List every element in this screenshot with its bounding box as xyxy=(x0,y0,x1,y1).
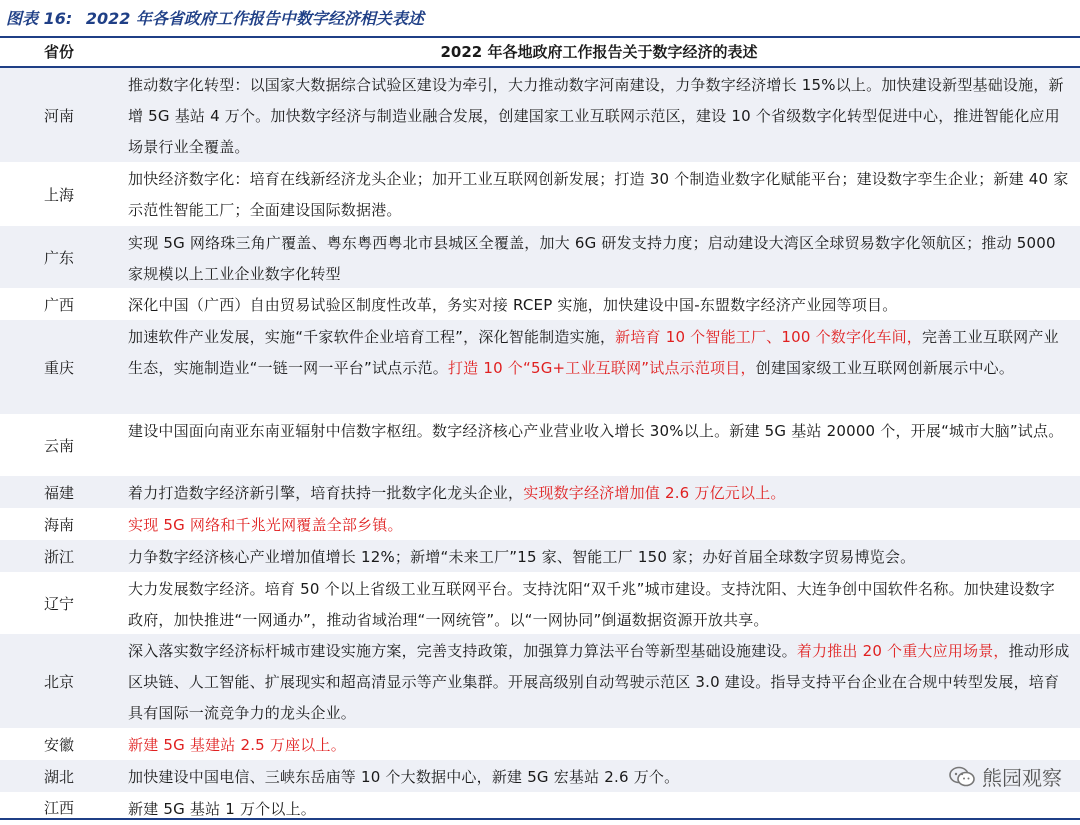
description-text: 加快经济数字化：培育在线新经济龙头企业；加开工业互联网创新发展；打造 30 个制造业数字化赋能平台；建设数字孪生企业；新建 40 家示范性智能工厂；全面建设国际数据港。 xyxy=(128,170,1069,219)
header-description: 2022 年各地政府工作报告关于数字经济的表述 xyxy=(440,43,758,61)
description-text: 深化中国（广西）自由贸易试验区制度性改革，务实对接 RCEP 实施，加快建设中国-东盟数字经济产业园等项目。 xyxy=(128,296,898,314)
table-bottom-rule xyxy=(0,818,1080,820)
description-cell xyxy=(118,320,1080,414)
watermark xyxy=(948,762,1062,791)
province-cell: 辽宁 xyxy=(43,594,74,613)
table-body xyxy=(0,68,1080,822)
table-row xyxy=(0,162,1080,226)
wechat-icon xyxy=(948,765,976,789)
table-row xyxy=(0,288,1080,320)
table-row xyxy=(0,414,1080,476)
province-cell: 广西 xyxy=(43,295,74,314)
figure-title xyxy=(6,6,424,32)
table-row xyxy=(0,728,1080,760)
description-text: 推动形成区块链、人工智能、扩展现实和超高清显示等产业集群。开展高级别自动驾驶示范区 3.0 建设。指导支持平台企业在合规中转型发展，培育具有国际一流竞争力的龙头企业。 xyxy=(128,642,1070,722)
table-row xyxy=(0,476,1080,508)
table-row xyxy=(0,508,1080,540)
description-text: 力争数字经济核心产业增加值增长 12%；新增“未来工厂”15 家、智能工厂 150 家；办好首届全球数字贸易博览会。 xyxy=(128,548,916,566)
header-province: 省份 xyxy=(43,43,74,61)
description-cell xyxy=(118,634,1080,728)
table-row xyxy=(0,572,1080,634)
province-cell: 海南 xyxy=(43,515,74,534)
description-cell xyxy=(118,760,1080,792)
description-cell xyxy=(118,226,1080,288)
province-cell: 湖北 xyxy=(43,767,74,786)
table-row xyxy=(0,226,1080,288)
description-text: 完善工业互联网产业生态，实施制造业“一链一网一平台”试点示范。 xyxy=(128,328,1059,377)
description-cell xyxy=(118,288,1080,320)
description-cell xyxy=(118,508,1080,540)
province-cell: 江西 xyxy=(43,798,74,817)
description-text: 大力发展数字经济。培育 50 个以上省级工业互联网平台。支持沈阳“双千兆”城市建设。支持沈阳、大连争创中国软件名称。加快建设数字政府，加快推进“一网通办”，推动省域治理“一网统管”。以“一网协同”倒逼数据资源开放共享。 xyxy=(128,580,1055,629)
description-text: 推动数字化转型：以国家大数据综合试验区建设为牵引，大力推动数字河南建设，力争数字经济增长 15%以上。加快建设新型基础设施，新增 5G 基站 4 万个。加快数字经济与制造业融合发展，创建国家工业互联网示范区，建设 10 个省级数字化转型促进中心，推进智能化应用场景行业全覆盖。 xyxy=(128,76,1064,156)
province-cell: 浙江 xyxy=(43,547,74,566)
highlighted-text: 新培育 10 个智能工厂、100 个数字化车间， xyxy=(615,328,922,346)
table-row xyxy=(0,760,1080,792)
highlighted-text: 实现 5G 网络和千兆光网覆盖全部乡镇。 xyxy=(128,516,403,534)
description-cell xyxy=(118,68,1080,162)
figure-label: 图表 16: xyxy=(6,9,73,28)
highlighted-text: 打造 10 个“5G+工业互联网”试点示范项目， xyxy=(447,359,756,377)
province-cell: 北京 xyxy=(43,672,74,691)
watermark-text: 熊园观察 xyxy=(982,766,1062,790)
province-cell: 上海 xyxy=(43,185,74,204)
province-cell: 云南 xyxy=(43,436,74,455)
highlighted-text: 新建 5G 基建站 2.5 万座以上。 xyxy=(128,736,346,754)
description-text: 创建国家级工业互联网创新展示中心。 xyxy=(755,359,1015,377)
highlighted-text: 实现数字经济增加值 2.6 万亿元以上。 xyxy=(523,484,786,502)
figure-caption: 2022 年各省政府工作报告中数字经济相关表述 xyxy=(85,9,424,28)
description-text: 新建 5G 基站 1 万个以上。 xyxy=(128,800,316,818)
description-cell xyxy=(118,162,1080,226)
description-text: 建设中国面向南亚东南亚辐射中信数字枢纽。数字经济核心产业营业收入增长 30%以上。新建 5G 基站 20000 个，开展“城市大脑”试点。 xyxy=(128,422,1064,440)
table-row xyxy=(0,68,1080,162)
highlighted-text: 着力推出 20 个重大应用场景， xyxy=(796,642,1009,660)
description-text: 深入落实数字经济标杆城市建设实施方案，完善支持政策，加强算力算法平台等新型基础设施建设。 xyxy=(128,642,797,660)
province-cell: 河南 xyxy=(43,106,74,125)
table-row xyxy=(0,540,1080,572)
description-text: 加快建设中国电信、三峡东岳庙等 10 个大数据中心，新建 5G 宏基站 2.6 万个。 xyxy=(128,768,680,786)
description-cell xyxy=(118,476,1080,508)
description-text: 加速软件产业发展，实施“千家软件企业培育工程”，深化智能制造实施， xyxy=(128,328,616,346)
description-cell xyxy=(118,540,1080,572)
table-row xyxy=(0,320,1080,414)
data-table xyxy=(0,36,1080,822)
province-cell: 福建 xyxy=(43,483,74,502)
description-cell xyxy=(118,572,1080,634)
table-row xyxy=(0,634,1080,728)
description-text: 实现 5G 网络珠三角广覆盖、粤东粤西粤北市县城区全覆盖，加大 6G 研发支持力度；启动建设大湾区全球贸易数字化领航区；推动 5000 家规模以上工业企业数字化转型 xyxy=(128,234,1056,283)
province-cell: 安徽 xyxy=(43,735,74,754)
table-header xyxy=(0,36,1080,68)
description-text: 着力打造数字经济新引擎，培育扶持一批数字化龙头企业， xyxy=(128,484,524,502)
description-cell xyxy=(118,728,1080,760)
province-cell: 重庆 xyxy=(43,358,74,377)
province-cell: 广东 xyxy=(43,248,74,267)
description-cell xyxy=(118,414,1080,476)
